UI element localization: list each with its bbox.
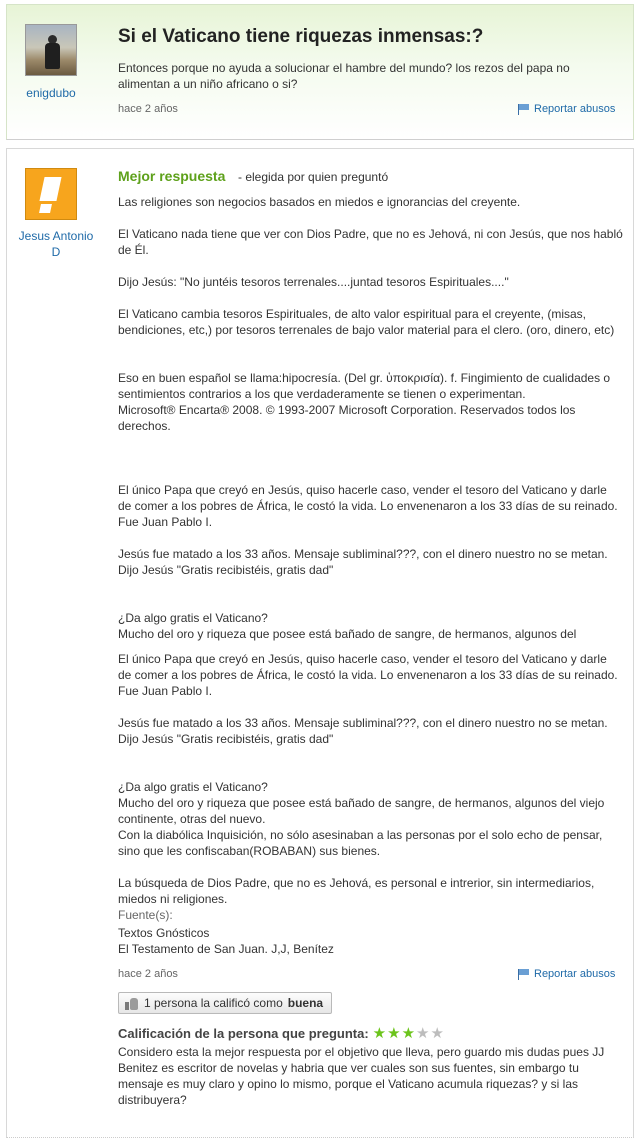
star-icon: ★ xyxy=(401,1025,416,1042)
best-answer-panel xyxy=(6,148,634,1138)
sources-label: Fuente(s): xyxy=(118,908,173,922)
avatar-figure-body xyxy=(45,43,60,69)
answer-paragraph-5: Eso en buen español se llama:hipocresía. (Del gr. ὑποκρισία). f. Fingimiento de cualidades o sentimientos contrarios a los que verdaderamente se tienen o experimentan. Microsoft® Encarta® 2008. © 1993-2007 Microsoft Corporation. Reservados todos los derechos. xyxy=(118,371,611,433)
flag-icon xyxy=(518,104,530,115)
answer-paragraph-1: Las religiones son negocios basados en miedos e ignorancias del creyente. xyxy=(118,195,521,209)
rate-button-text: 1 persona la calificó como xyxy=(144,996,283,1010)
exclamation-dot xyxy=(39,204,52,213)
question-report-abuse-link[interactable] xyxy=(518,103,615,115)
star-icon: ★ xyxy=(430,1025,444,1042)
best-answer-chosen-by: - elegida por quien preguntó xyxy=(238,170,389,184)
answer-paragraph-3: Dijo Jesús: "No juntéis tesoros terrenales....juntad tesoros Espirituales...." xyxy=(118,275,509,289)
answer-paragraph-8: ¿Da algo gratis el Vaticano? Mucho del oro y riqueza que posee está bañado de sangre, de hermanos, algunos del xyxy=(118,611,577,641)
best-answer-label: Mejor respuesta xyxy=(118,168,226,184)
rate-button-bold-text: buena xyxy=(287,996,324,1010)
question-title: Si el Vaticano tiene riquezas inmensas:? xyxy=(118,26,484,47)
rate-answer-button[interactable] xyxy=(118,992,332,1014)
answer-paragraph-9: El único Papa que creyó en Jesús, quiso hacerle caso, vender el tesoro del Vaticano y darle de comer a los pobres de África, le costó la vida. Lo envenenaron a los 33 días de su reinado. Fue Juan Pablo I. xyxy=(118,652,618,698)
answer-paragraph-12: La búsqueda de Dios Padre, que no es Jehová, es personal e intrerior, sin intermediarios, miedos ni religiones. xyxy=(118,876,595,906)
star-icon: ★ xyxy=(387,1025,401,1042)
question-body: Entonces porque no ayuda a solucionar el hambre del mundo? los rezos del papa no alimentan a un niño africano o si? xyxy=(118,61,570,91)
answer-paragraph-7: Jesús fue matado a los 33 años. Mensaje subliminal???, con el dinero nuestro no se metan. Dijo Jesús "Gratis recibistéis, gratis dad" xyxy=(118,547,608,577)
thumbs-up-icon xyxy=(125,997,139,1010)
star-icon: ★ xyxy=(372,1025,387,1042)
rating-stars xyxy=(373,1026,444,1041)
flag-icon xyxy=(518,969,530,980)
exclamation-icon xyxy=(39,177,61,201)
answerer-avatar[interactable] xyxy=(25,168,77,220)
answerer-name-link[interactable]: Jesus Antonio D xyxy=(18,229,94,259)
asker-rating-comment: Considero esta la mejor respuesta por el objetivo que lleva, pero guardo mis dudas pues JJ Benitez es escritor de novelas y habria que ver cuales son sus fuentes, sin embargo tu mensaje es muy claro y opino lo mismo, porque el Vaticano acumula riquezas? y si las distribuyera? xyxy=(118,1045,605,1107)
report-abuse-label: Reportar abusos xyxy=(534,968,616,980)
answer-paragraph-11: ¿Da algo gratis el Vaticano? Mucho del oro y riqueza que posee está bañado de sangre, de hermanos, algunos del viejo continente, otras del nuevo. Con la diabólica Inquisición, no sólo asesinaban a las personas por el solo echo de pensar, sino que les confiscaban(ROBABAN) sus bienes. xyxy=(118,780,605,858)
answer-paragraph-4: El Vaticano cambia tesoros Espirituales, de alto valor espiritual para el creyente, (misas, bendiciones, etc,) por tesoros terrenales de bajo valor material para el clero. (oro, dinero, etc) xyxy=(118,307,615,337)
asker-rating xyxy=(118,1026,444,1041)
report-abuse-label: Reportar abusos xyxy=(534,103,616,115)
question-timestamp: hace 2 años xyxy=(118,103,178,115)
sources-list: Textos Gnósticos El Testamento de San Juan. J,J, Benítez xyxy=(118,926,334,956)
answer-paragraph-2: El Vaticano nada tiene que ver con Dios Padre, que no es Jehová, ni con Jesús, que nos habló de Él. xyxy=(118,227,623,257)
answer-paragraph-10: Jesús fue matado a los 33 años. Mensaje subliminal???, con el dinero nuestro no se metan. Dijo Jesús "Gratis recibistéis, gratis dad" xyxy=(118,716,608,746)
asker-name-link[interactable]: enigdubo xyxy=(26,86,76,100)
answer-report-abuse-link[interactable] xyxy=(518,968,615,980)
star-icon: ★ xyxy=(416,1025,430,1042)
answer-timestamp: hace 2 años xyxy=(118,968,178,980)
asker-avatar[interactable] xyxy=(25,24,77,76)
asker-rating-label: Calificación de la persona que pregunta: xyxy=(118,1026,369,1041)
answer-paragraph-6: El único Papa que creyó en Jesús, quiso hacerle caso, vender el tesoro del Vaticano y darle de comer a los pobres de África, le costó la vida. Lo envenenaron a los 33 días de su reinado. Fue Juan Pablo I. xyxy=(118,483,618,529)
